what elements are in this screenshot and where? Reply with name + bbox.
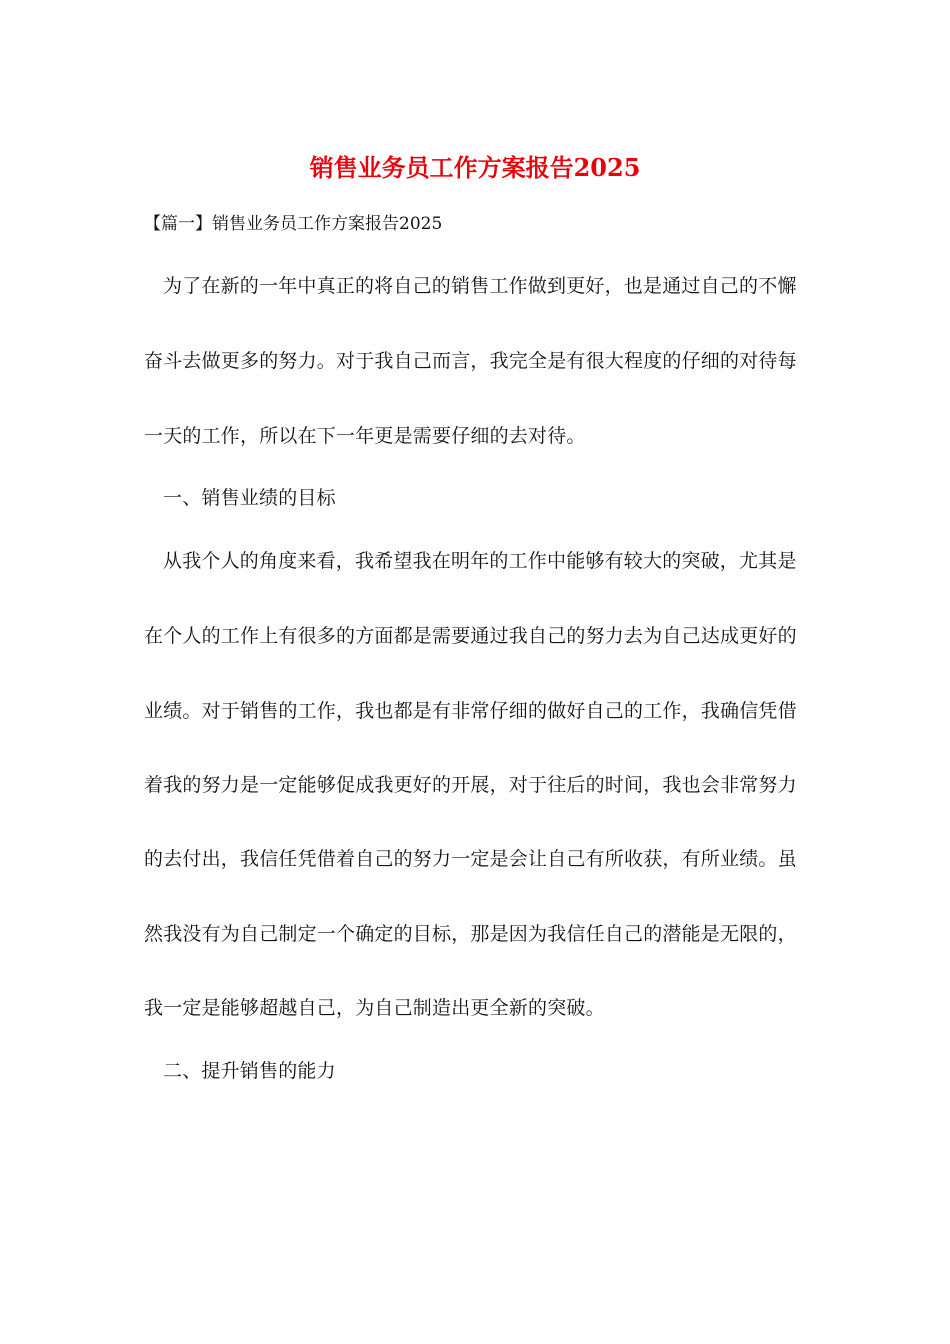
paragraph-1-line-3: 一天的工作，所以在下一年更是需要仔细的去对待。 bbox=[144, 425, 586, 447]
paragraph-2-line-2: 在个人的工作上有很多的方面都是需要通过我自己的努力去为自己达成更好的 bbox=[144, 625, 797, 647]
paragraph-1-line-1: 为了在新的一年中真正的将自己的销售工作做到更好，也是通过自己的不懈 bbox=[163, 275, 797, 297]
document-title: 销售业务员工作方案报告2025 bbox=[309, 153, 641, 182]
section-heading-1: 一、销售业绩的目标 bbox=[163, 487, 336, 509]
paragraph-2-line-3: 业绩。对于销售的工作，我也都是有非常仔细的做好自己的工作，我确信凭借 bbox=[144, 700, 797, 722]
paragraph-2-line-1: 从我个人的角度来看，我希望我在明年的工作中能够有较大的突破，尤其是 bbox=[163, 550, 797, 572]
subtitle-year: 2025 bbox=[399, 214, 443, 234]
paragraph-2-line-5: 的去付出，我信任凭借着自己的努力一定是会让自己有所收获，有所业绩。虽 bbox=[144, 848, 797, 870]
paragraph-2-line-6: 然我没有为自己制定一个确定的目标，那是因为我信任自己的潜能是无限的， bbox=[144, 923, 797, 945]
paragraph-2-line-4: 着我的努力是一定能够促成我更好的开展，对于往后的时间，我也会非常努力 bbox=[144, 774, 797, 796]
section-heading-2: 二、提升销售的能力 bbox=[163, 1060, 336, 1082]
subtitle-text: 【篇一】销售业务员工作方案报告 bbox=[144, 214, 399, 234]
paragraph-2-line-7: 我一定是能够超越自己，为自己制造出更全新的突破。 bbox=[144, 997, 605, 1019]
document-subtitle bbox=[144, 210, 804, 238]
paragraph-1-line-2: 奋斗去做更多的努力。对于我自己而言，我完全是有很大程度的仔细的对待每 bbox=[144, 350, 797, 372]
